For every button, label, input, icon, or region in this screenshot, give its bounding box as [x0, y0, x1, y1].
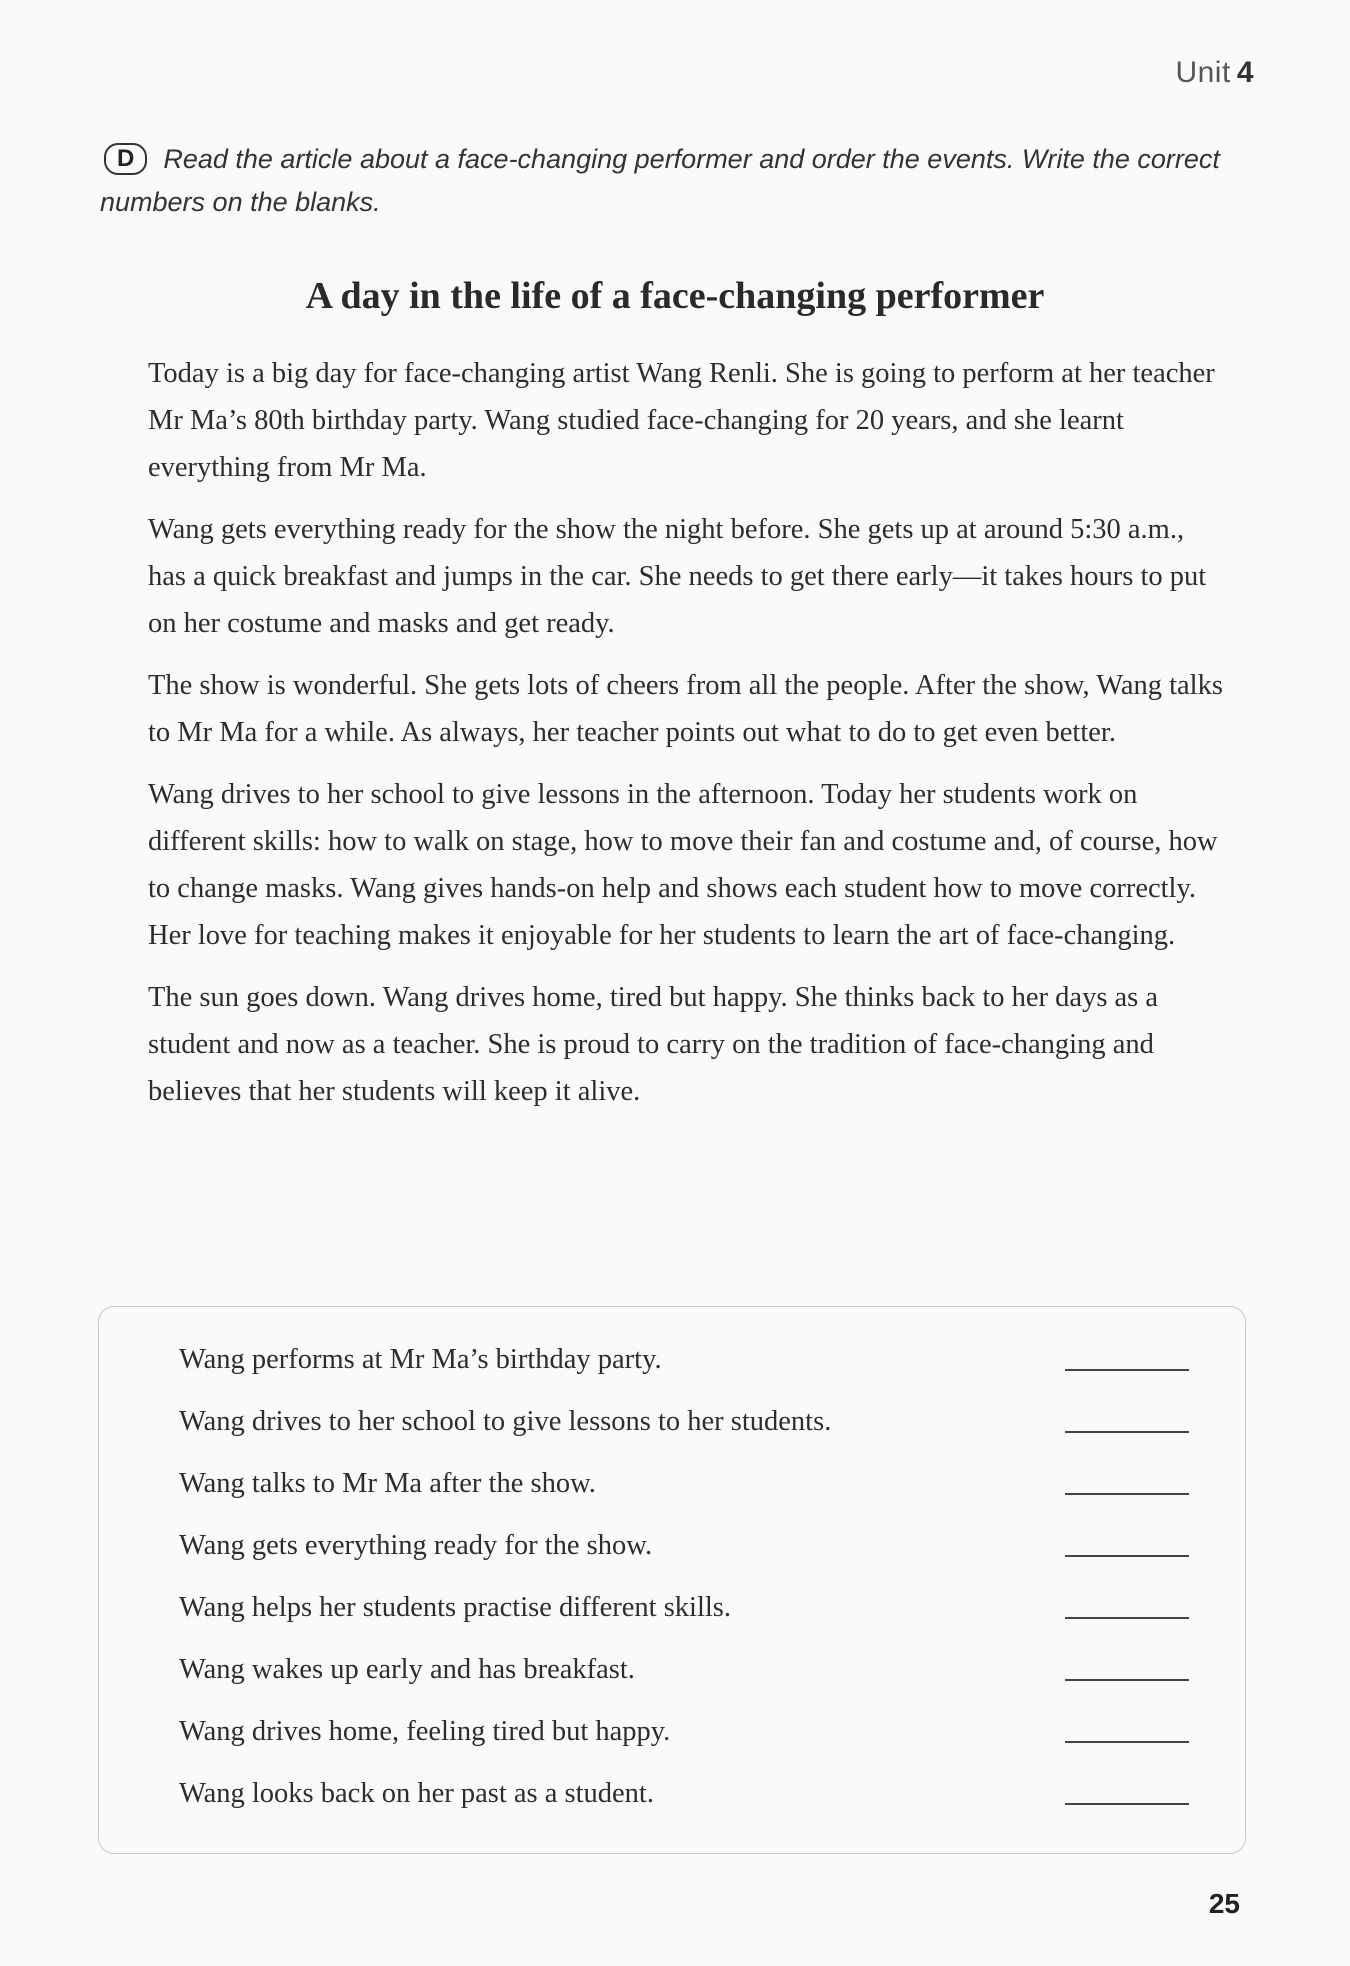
event-row — [179, 1701, 1189, 1763]
unit-number: 4 — [1236, 56, 1254, 89]
event-row — [179, 1515, 1189, 1577]
answer-blank[interactable] — [1065, 1493, 1189, 1495]
event-row — [179, 1763, 1189, 1825]
events-box — [98, 1306, 1246, 1854]
article-paragraph: Wang drives to her school to give lessons in the afternoon. Today her students work on different skills: how to walk on stage, how to move their fan and costume and, of course, how to change masks. Wang gives hands-on help and shows each student how to move correctly. Her love for teaching makes it enjoyable for her students to learn the art of face-changing. — [148, 779, 1218, 951]
instruction-text: Read the article about a face-changing performer and order the events. Write the correct numbers on the blanks. — [100, 144, 1220, 217]
answer-blank[interactable] — [1065, 1741, 1189, 1743]
article-paragraph: Wang gets everything ready for the show the night before. She gets up at around 5:30 a.m., has a quick breakfast and jumps in the car. She needs to get there early—it takes hours to put on her costume and masks and get ready. — [148, 514, 1207, 639]
exercise-instruction — [100, 138, 1260, 224]
answer-blank[interactable] — [1065, 1803, 1189, 1805]
event-row — [179, 1577, 1189, 1639]
exercise-badge: D — [104, 143, 147, 175]
answer-blank[interactable] — [1065, 1617, 1189, 1619]
answer-blank[interactable] — [1065, 1555, 1189, 1557]
event-text: Wang drives to her school to give lessons to her students. — [179, 1406, 832, 1437]
event-text: Wang talks to Mr Ma after the show. — [179, 1468, 596, 1499]
unit-label — [1175, 56, 1254, 90]
page-number: 25 — [1208, 1888, 1240, 1919]
events-list — [179, 1329, 1189, 1825]
event-text: Wang gets everything ready for the show. — [179, 1530, 653, 1561]
event-text: Wang drives home, feeling tired but happy. — [179, 1716, 671, 1747]
article-paragraph: The show is wonderful. She gets lots of cheers from all the people. After the show, Wang talks to Mr Ma for a while. As always, her teacher points out what to do to get even better. — [148, 670, 1223, 748]
article-body — [148, 350, 1228, 1130]
event-text: Wang wakes up early and has breakfast. — [179, 1654, 635, 1685]
event-text: Wang helps her students practise different skills. — [179, 1592, 732, 1623]
answer-blank[interactable] — [1065, 1431, 1189, 1433]
answer-blank[interactable] — [1065, 1369, 1189, 1371]
article-paragraph: Today is a big day for face-changing artist Wang Renli. She is going to perform at her teacher Mr Ma’s 80th birthday party. Wang studied face-changing for 20 years, and she learnt everything from Mr Ma. — [148, 358, 1215, 483]
event-row — [179, 1639, 1189, 1701]
event-text: Wang looks back on her past as a student. — [179, 1778, 654, 1809]
article-title: A day in the life of a face-changing performer — [305, 275, 1045, 317]
event-row — [179, 1329, 1189, 1391]
event-row — [179, 1453, 1189, 1515]
event-row — [179, 1391, 1189, 1453]
event-text: Wang performs at Mr Ma’s birthday party. — [179, 1344, 662, 1375]
article-paragraph: The sun goes down. Wang drives home, tired but happy. She thinks back to her days as a student and now as a teacher. She is proud to carry on the tradition of face-changing and believes that her students will keep it alive. — [148, 982, 1159, 1107]
answer-blank[interactable] — [1065, 1679, 1189, 1681]
unit-word: Unit — [1175, 56, 1231, 89]
